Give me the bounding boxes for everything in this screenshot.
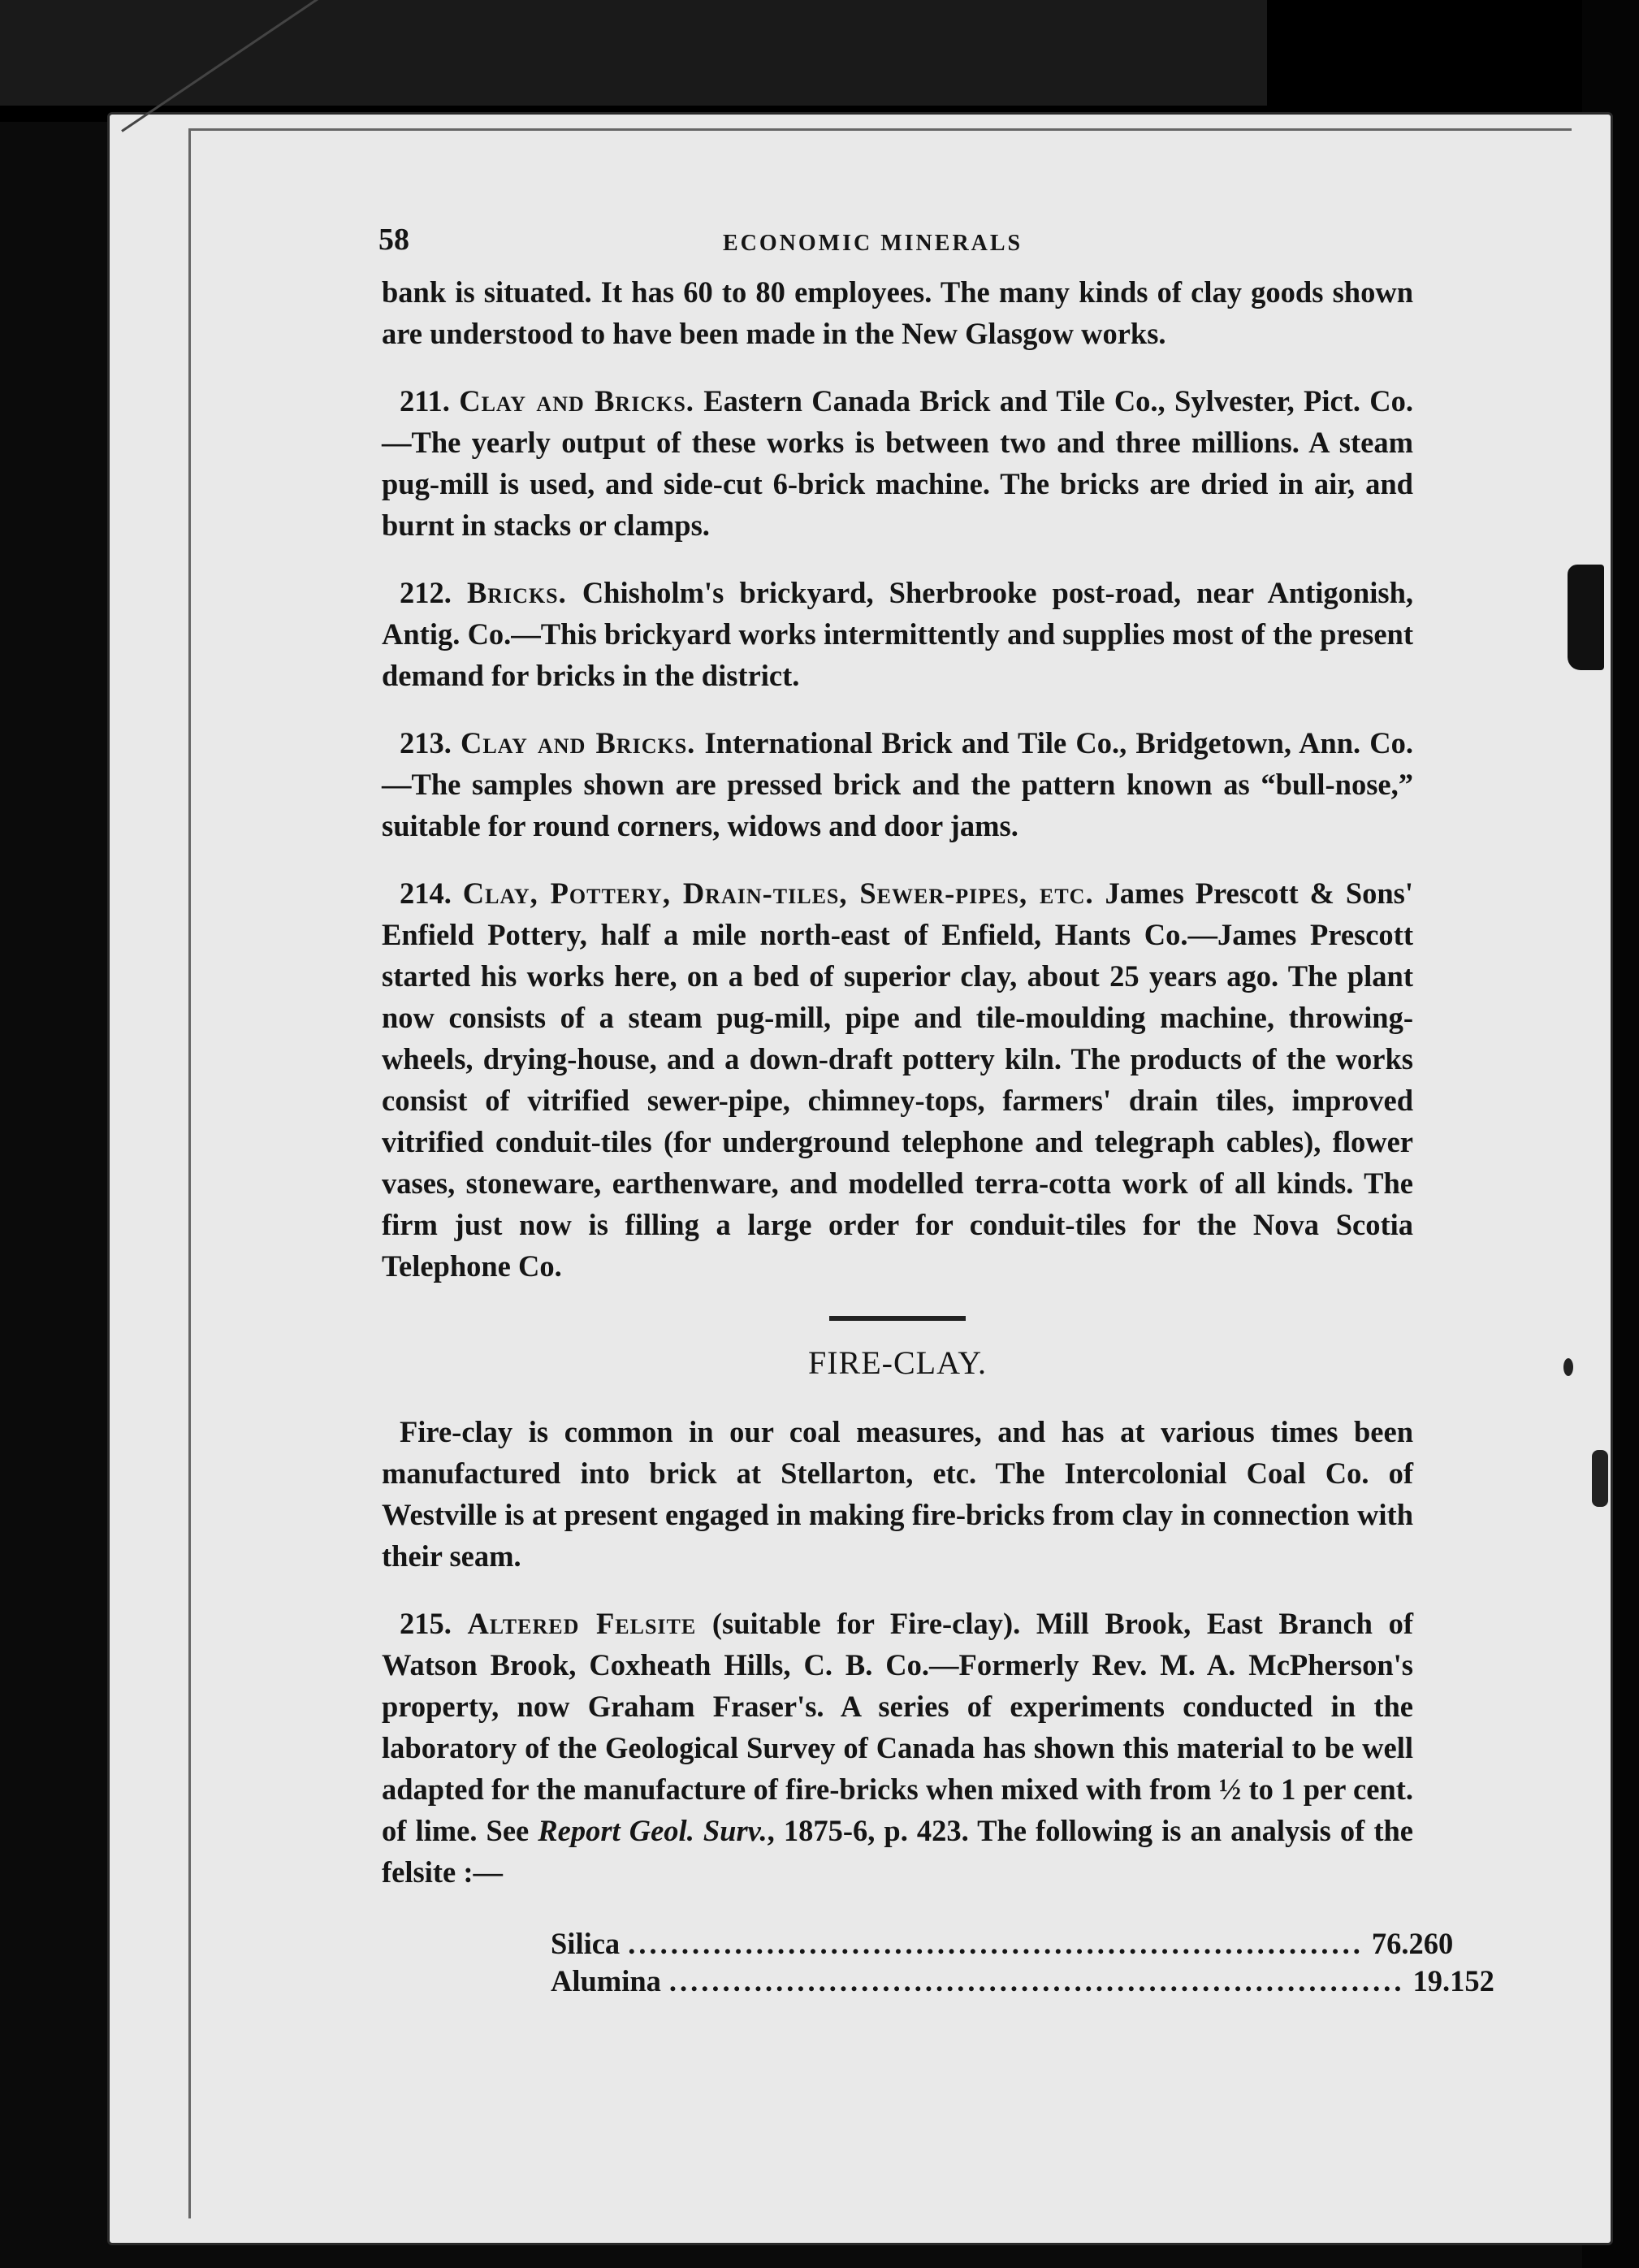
entry-body-continued: , 1875-6, p. 423. The following is an analysis of the felsite :— bbox=[382, 1814, 1414, 1889]
section-title: FIRE-CLAY. bbox=[807, 1344, 988, 1381]
binding-clip bbox=[1568, 565, 1604, 670]
leader-dots: ..................................................................... bbox=[628, 1927, 1364, 1960]
analysis-label: Silica bbox=[551, 1927, 621, 1960]
entry-211 bbox=[382, 380, 1413, 546]
page-content bbox=[378, 219, 1494, 2000]
entry-heading: Altered Felsite bbox=[467, 1607, 697, 1640]
entry-number: 212. bbox=[400, 576, 452, 609]
scan-speck bbox=[1563, 1358, 1573, 1376]
entry-heading: Bricks. bbox=[466, 576, 567, 609]
entry-body: James Prescott & Sons' Enfield Pottery, half a mile north-east of Enfield, Hants Co.—James Prescott started his works here, on a bed of superior clay, about 25 years ago. The plant now consists of a steam pug-mill, pipe and tile-moulding machine, throwing-wheels, drying-house, and a down-draft pottery kiln. The products of the works consist of vitrified sewer-pipe, chimney-tops, farmers' drain tiles, improved vitrified conduit-tiles (for underground telephone and telegraph cables), flower vases, stoneware, earthenware, and modelled terra-cotta work of all kinds. The firm just now is filling a large order for conduit-tiles for the Nova Scotia Telephone Co. bbox=[382, 876, 1414, 1283]
entry-body: International Brick and Tile Co., Bridgetown, Ann. Co.—The samples shown are pressed brick and the pattern known as “bull-nose,” suitable for round corners, widows and door jams. bbox=[382, 726, 1414, 842]
analysis-row bbox=[551, 1963, 1494, 2000]
entry-215 bbox=[382, 1603, 1413, 1893]
running-head: ECONOMIC MINERALS bbox=[723, 231, 1023, 256]
entry-number: 215. bbox=[400, 1607, 452, 1640]
entry-body: (suitable for Fire-clay). Mill Brook, East Branch of Watson Brook, Coxheath Hills, C. B. Co.—Formerly Rev. M. A. McPherson's property, now Graham Fraser's. A series of experiments conducted in the laboratory of the Geological Survey of Canada has shown this material to be well adapted for the manufacture of fire-bricks when mixed with from ½ to 1 per cent. of lime. See bbox=[382, 1607, 1413, 1847]
fireclay-intro: Fire-clay is common in our coal measures, and has at various times been manufactured into brick at Stellarton, etc. The Intercolonial Coal Co. of Westville is at present engaged in making fire-bricks from clay in connection with their seam. bbox=[382, 1415, 1413, 1573]
analysis-row bbox=[551, 1925, 1454, 1963]
section-divider bbox=[829, 1316, 966, 1321]
leader-dots: ..................................................................... bbox=[668, 1964, 1405, 1997]
entry-heading: Clay, Pottery, Drain-tiles, Sewer-pipes, etc. bbox=[462, 876, 1094, 910]
entry-214 bbox=[382, 872, 1413, 1287]
entry-213 bbox=[382, 722, 1413, 846]
analysis-label: Alumina bbox=[551, 1964, 661, 1997]
report-reference: Report Geol. Surv. bbox=[538, 1814, 768, 1847]
analysis-value: 76.260 bbox=[1371, 1927, 1454, 1960]
page-header bbox=[378, 219, 1413, 266]
entry-number: 211. bbox=[400, 384, 450, 418]
scan-background-top bbox=[0, 0, 1639, 122]
scan-background-gray bbox=[0, 0, 1267, 106]
analysis-table bbox=[551, 1925, 1494, 2000]
page-number: 58 bbox=[378, 223, 409, 257]
analysis-value: 19.152 bbox=[1412, 1964, 1494, 1997]
entry-number: 214. bbox=[400, 876, 452, 910]
entry-heading: Clay and Bricks. bbox=[459, 384, 694, 418]
scan-speck bbox=[1592, 1450, 1608, 1507]
entry-212 bbox=[382, 572, 1413, 696]
entry-body: Eastern Canada Brick and Tile Co., Sylvester, Pict. Co.—The yearly output of these works is between two and three millions. A steam pug-mill is used, and side-cut 6-brick machine. The bricks are dried in air, and burnt in stacks or clamps. bbox=[382, 384, 1414, 542]
continued-paragraph: bank is situated. It has 60 to 80 employees. The many kinds of clay goods shown are understood to have been made in the New Glasgow works. bbox=[382, 275, 1413, 350]
entry-body: Chisholm's brickyard, Sherbrooke post-road, near Antigonish, Antig. Co.—This brickyard works intermittently and supplies most of the present demand for bricks in the district. bbox=[382, 576, 1413, 692]
entry-number: 213. bbox=[400, 726, 452, 760]
entry-heading: Clay and Bricks. bbox=[461, 726, 696, 760]
